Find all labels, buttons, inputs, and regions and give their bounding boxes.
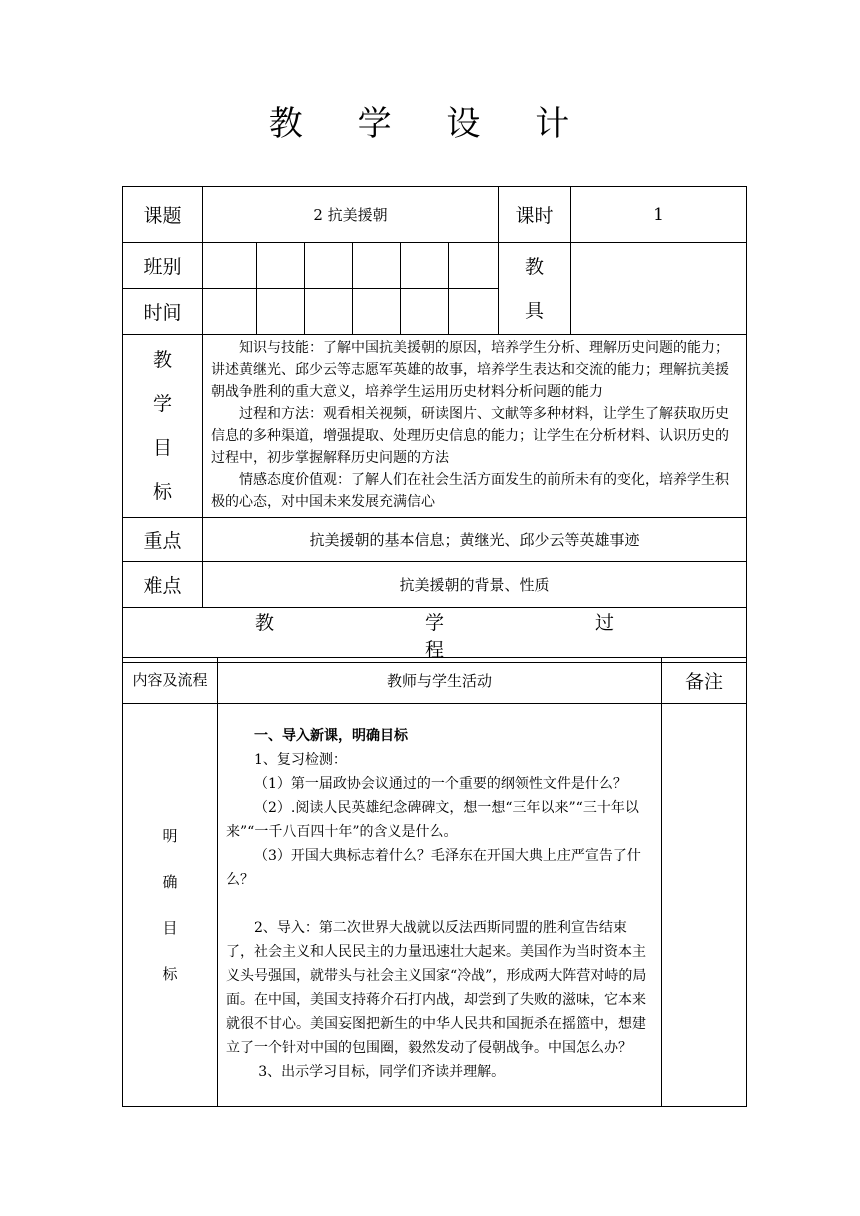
objectives-label-char: 教 xyxy=(152,349,172,371)
objectives-label xyxy=(123,335,203,518)
class-cell xyxy=(353,243,401,289)
period-label: 课时 xyxy=(499,187,571,243)
class-label: 班别 xyxy=(123,243,203,289)
review-heading: 1、复习检测： xyxy=(254,752,347,768)
class-cell xyxy=(305,243,353,289)
objectives-label-char: 目 xyxy=(152,437,172,459)
document-title: 教 学 设 计 xyxy=(268,104,592,144)
lesson-info-table xyxy=(122,186,747,663)
review-question: （2）.阅读人民英雄纪念碑碑文，想一想“三年以来”“三十年以来”“一千八百四十年”的含义是什么。 xyxy=(226,800,639,840)
class-cell xyxy=(401,243,449,289)
process-heading xyxy=(123,608,747,663)
section-label xyxy=(123,704,218,1107)
tools-label xyxy=(499,243,571,335)
class-cell xyxy=(257,243,305,289)
key-point-label: 重点 xyxy=(123,518,203,562)
objective-emotion: 情感态度价值观：了解人们在社会生活方面发生的前所未有的变化，培养学生积极的心态，对中国未来发展充满信心 xyxy=(211,472,729,510)
objective-knowledge: 知识与技能：了解中国抗美援朝的原因，培养学生分析、理解历史问题的能力；讲述黄继光、邱少云等志愿军英雄的故事，培养学生表达和交流的能力；理解抗美援朝战争胜利的重大意义，培养学生运用历史材料分析问题的能力 xyxy=(211,340,729,400)
col-activity-header: 教师与学生活动 xyxy=(218,658,662,704)
process-heading-char: 学 xyxy=(425,612,445,634)
tools-value xyxy=(571,243,747,335)
col-remarks-header: 备注 xyxy=(662,658,747,704)
time-cell xyxy=(257,289,305,335)
tools-label-char: 具 xyxy=(525,299,545,322)
class-cell xyxy=(449,243,499,289)
difficulty-label: 难点 xyxy=(123,562,203,608)
col-content-header: 内容及流程 xyxy=(123,658,218,704)
section-label-char: 确 xyxy=(162,873,178,891)
key-point-value: 抗美援朝的基本信息；黄继光、邱少云等英雄事迹 xyxy=(203,518,747,562)
time-cell xyxy=(401,289,449,335)
time-cell xyxy=(449,289,499,335)
objectives-content xyxy=(203,335,747,518)
review-question: （1）第一届政协会议通过的一个重要的纲领性文件是什么？ xyxy=(254,776,627,792)
introduction-paragraph: 2、导入：第二次世界大战就以反法西斯同盟的胜利宣告结束了，社会主义和人民民主的力量迅速壮大起来。美国作为当时资本主义头号强国，就带头与社会主义国家“冷战”，形成两大阵营对峙的局面。在中国，美国支持蒋介石打内战，却尝到了失败的滋味，它本来就很不甘心。美国妄图把新生的中华人民共和国扼杀在摇篮中，想建立了一个针对中国的包围圈，毅然发动了侵朝战争。中国怎么办？ xyxy=(226,920,647,1056)
time-label: 时间 xyxy=(123,289,203,335)
process-heading-char: 过 xyxy=(595,612,615,634)
section-label-char: 明 xyxy=(162,827,178,845)
review-question: （3）开国大典标志着什么？毛泽东在开国大典上庄严宣告了什么？ xyxy=(226,848,641,888)
class-cell xyxy=(203,243,257,289)
remarks-cell xyxy=(662,704,747,1107)
tools-label-char: 教 xyxy=(525,255,545,278)
time-cell xyxy=(203,289,257,335)
objectives-label-char: 学 xyxy=(152,393,172,415)
period-value: 1 xyxy=(571,187,747,243)
objectives-label-char: 标 xyxy=(152,481,172,503)
activity-content xyxy=(218,704,662,1107)
process-heading-char: 教 xyxy=(255,612,275,634)
topic-value: 2 抗美援朝 xyxy=(203,187,499,243)
section-heading: 一、导入新课，明确目标 xyxy=(254,728,408,744)
time-cell xyxy=(305,289,353,335)
objectives-step: 3、出示学习目标，同学们齐读并理解。 xyxy=(258,1064,506,1080)
time-cell xyxy=(353,289,401,335)
section-label-char: 目 xyxy=(162,919,178,937)
section-label-char: 标 xyxy=(162,965,178,983)
objective-process: 过程和方法：观看相关视频，研读图片、文献等多种材料，让学生了解获取历史信息的多种渠道，增强提取、处理历史信息的能力；让学生在分析材料、认识历史的过程中，初步掌握解释历史问题的方法 xyxy=(211,406,729,466)
process-heading-char: 程 xyxy=(425,639,445,661)
topic-label: 课题 xyxy=(123,187,203,243)
difficulty-value: 抗美援朝的背景、性质 xyxy=(203,562,747,608)
process-table xyxy=(122,657,747,1107)
